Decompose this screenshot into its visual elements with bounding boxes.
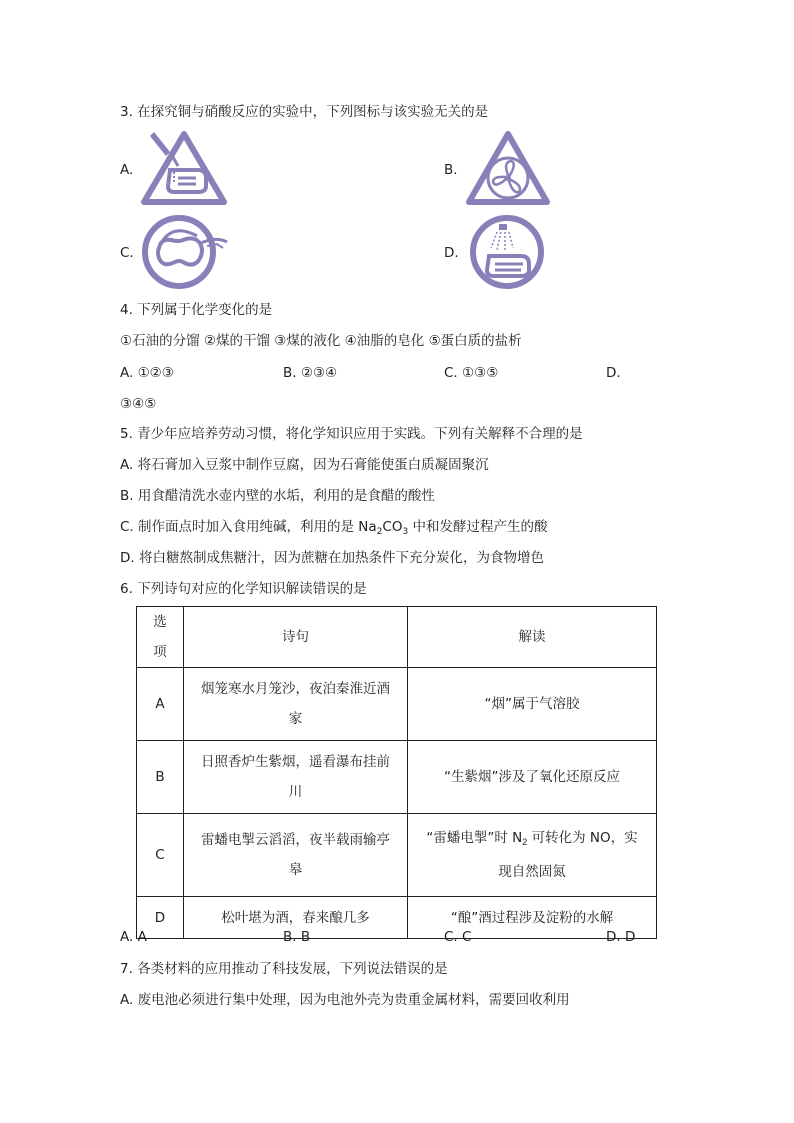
poem-line-2: 家 bbox=[288, 711, 303, 727]
ventilation-fan-icon bbox=[465, 130, 551, 206]
row-option: B bbox=[137, 741, 184, 814]
q6-option-c: C. C bbox=[444, 929, 472, 945]
q5-option-b: B. 用食醋清洗水壶内壁的水垢，利用的是食醋的酸性 bbox=[120, 488, 435, 504]
q4-option-c: C. ①③⑤ bbox=[444, 365, 499, 381]
poem-line-2: 川 bbox=[288, 784, 303, 800]
q4-items: ①石油的分馏 ②煤的干馏 ③煤的液化 ④油脂的皂化 ⑤蛋白质的盐析 bbox=[120, 333, 522, 349]
q7-stem: 7. 各类材料的应用推动了科技发展，下列说法错误的是 bbox=[120, 961, 448, 977]
q4-option-d-content: ③④⑤ bbox=[120, 396, 157, 412]
q3-label-c: C. bbox=[120, 245, 134, 261]
row-poem bbox=[184, 668, 408, 741]
q5-option-d: D. 将白糖熬制成焦糖汁，因为蔗糖在加热条件下充分炭化，为食物增色 bbox=[120, 550, 544, 566]
poem-line-1: 雷蟠电掣云滔滔，夜半载雨输亭 bbox=[201, 832, 390, 848]
table-row bbox=[137, 668, 657, 741]
q4-stem: 4. 下列属于化学变化的是 bbox=[120, 302, 273, 318]
row-explanation: “酿”酒过程涉及淀粉的水解 bbox=[408, 897, 657, 939]
q7-option-a: A. 废电池必须进行集中处理，因为电池外壳为贵重金属材料，需要回收利用 bbox=[120, 992, 570, 1008]
q3-label-b: B. bbox=[444, 162, 458, 178]
q5-stem: 5. 青少年应培养劳动习惯，将化学知识应用于实践。下列有关解释不合理的是 bbox=[120, 426, 583, 442]
row-option: D bbox=[137, 897, 184, 939]
header-option: 选项 bbox=[137, 607, 184, 668]
exp-post: 可转化为 NO，实 bbox=[527, 830, 638, 846]
hand-washing-icon bbox=[469, 214, 545, 290]
q6-option-b: B. B bbox=[283, 929, 311, 945]
explanation-line-2: 现自然固氮 bbox=[498, 864, 566, 880]
q5-c-mid: CO bbox=[382, 519, 403, 535]
q4-option-a: A. ①②③ bbox=[120, 365, 174, 381]
exp-pre: “雷蟠电掣”时 N bbox=[426, 830, 523, 846]
row-poem: 松叶堪为酒，春来酿几多 bbox=[184, 897, 408, 939]
q3-label-d: D. bbox=[444, 245, 459, 261]
q5-option-c bbox=[120, 517, 548, 542]
q6-option-d: D. D bbox=[606, 929, 636, 945]
table-row bbox=[137, 741, 657, 814]
q5-c-sub1: 2 bbox=[376, 527, 383, 537]
row-explanation bbox=[408, 814, 657, 897]
goggles-icon bbox=[141, 214, 233, 290]
row-option: A bbox=[137, 668, 184, 741]
header-explanation: 解读 bbox=[408, 607, 657, 668]
q5-c-sub2: 3 bbox=[402, 527, 409, 537]
row-explanation: “生紫烟”涉及了氧化还原反应 bbox=[408, 741, 657, 814]
q5-c-pre: C. 制作面点时加入食用纯碱，利用的是 Na bbox=[120, 519, 377, 535]
poem-line-2: 皋 bbox=[288, 862, 303, 878]
row-option: C bbox=[137, 814, 184, 897]
q3-stem: 3. 在探究铜与硝酸反应的实验中，下列图标与该实验无关的是 bbox=[120, 104, 489, 120]
poem-line-1: 日照香炉生紫烟，遥看瀑布挂前 bbox=[201, 754, 390, 770]
header-poem: 诗句 bbox=[184, 607, 408, 668]
row-explanation: “烟”属于气溶胶 bbox=[408, 668, 657, 741]
q5-c-post: 中和发酵过程产生的酸 bbox=[408, 519, 548, 535]
q3-label-a: A. bbox=[120, 162, 134, 178]
table-row bbox=[137, 897, 657, 939]
q6-stem: 6. 下列诗句对应的化学知识解读错误的是 bbox=[120, 581, 367, 597]
table-row bbox=[137, 814, 657, 897]
q4-option-d: D. bbox=[606, 365, 621, 381]
q4-option-b: B. ②③④ bbox=[283, 365, 338, 381]
protective-gloves-icon bbox=[140, 130, 228, 206]
q6-option-a: A. A bbox=[120, 929, 147, 945]
q5-option-a: A. 将石膏加入豆浆中制作豆腐，因为石膏能使蛋白质凝固聚沉 bbox=[120, 457, 489, 473]
q6-table bbox=[136, 606, 657, 939]
row-poem bbox=[184, 741, 408, 814]
row-poem bbox=[184, 814, 408, 897]
table-header-row bbox=[137, 607, 657, 668]
explanation-line-1 bbox=[418, 823, 646, 857]
exp-sub: 2 bbox=[522, 837, 528, 847]
poem-line-1: 烟笼寒水月笼沙，夜泊秦淮近酒 bbox=[201, 681, 390, 697]
